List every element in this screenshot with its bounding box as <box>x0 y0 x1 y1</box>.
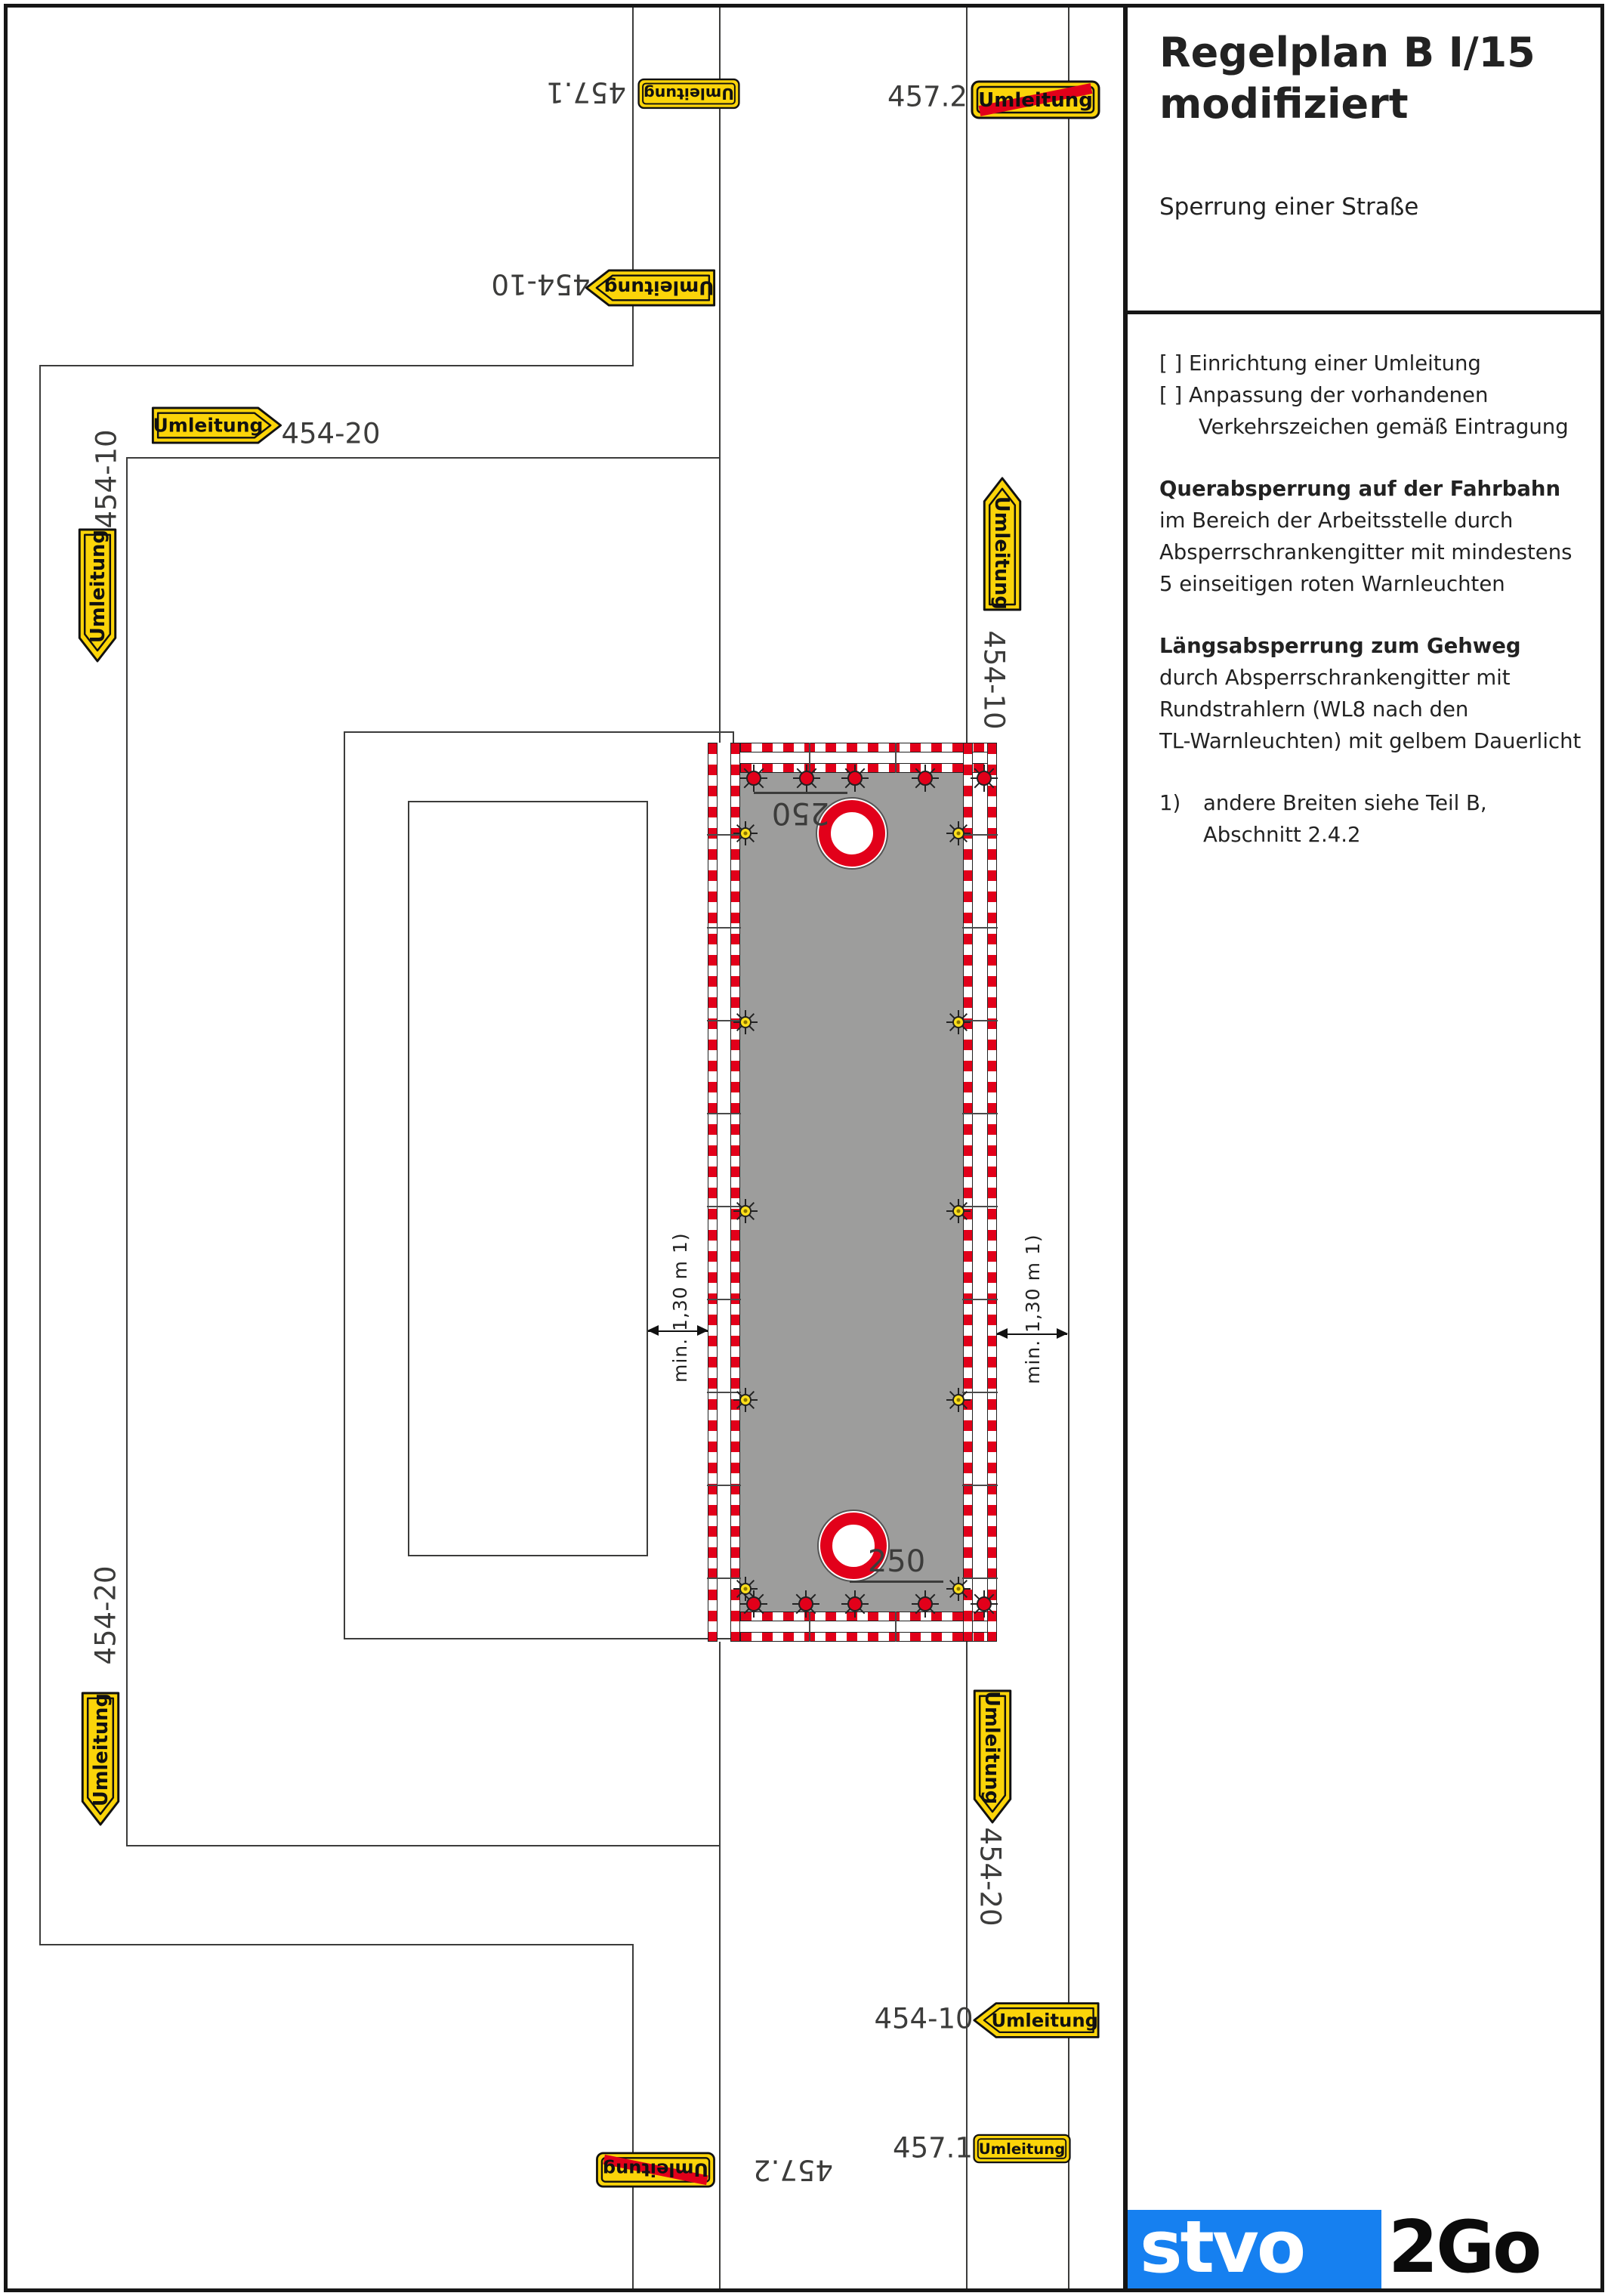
panel-body <box>1128 314 1600 851</box>
checklist-item: [ ] Einrichtung einer Umleitung <box>1159 351 1481 375</box>
page-title: Regelplan B I/15 modifiziert <box>1159 29 1535 128</box>
barrier-grid-bottom <box>740 1632 995 1642</box>
svg-text:Umleitung: Umleitung <box>602 2158 709 2180</box>
clearance-label: min. 1,30 m 1) <box>669 1232 691 1383</box>
road-edge <box>632 8 634 365</box>
warning-light-red <box>798 1596 813 1612</box>
querabsperrung-section <box>1159 473 1588 600</box>
road-edge <box>719 8 721 743</box>
barrier-joint <box>895 743 897 773</box>
warning-light-yellow <box>952 1394 964 1406</box>
warning-light-red <box>746 771 761 786</box>
warning-light-red <box>847 771 863 786</box>
footnote-text: andere Breiten siehe Teil B, <box>1203 791 1487 815</box>
no-vehicles-sign-label: 250 <box>850 1544 943 1583</box>
warning-light-red <box>799 771 814 786</box>
barrier-grid-top <box>740 763 995 773</box>
section-text: im Bereich der Arbeitsstelle durch <box>1159 508 1514 533</box>
svg-text:Umleitung: Umleitung <box>644 84 734 103</box>
sign-number-label: 454-10 <box>491 267 591 301</box>
warning-light-yellow <box>739 827 752 839</box>
warning-light-red <box>977 771 992 786</box>
road-edge <box>126 457 128 1846</box>
stvo2go-logo: stvo <box>1128 2210 1381 2288</box>
svg-text:Umleitung: Umleitung <box>603 277 714 299</box>
road-edge <box>632 1944 634 2288</box>
warning-light-yellow <box>952 1205 964 1217</box>
page-subtitle: Sperrung einer Straße <box>1159 193 1419 221</box>
sign-number-label: 457.1 <box>893 2131 973 2165</box>
sign-number-label: 454-20 <box>281 417 381 450</box>
barrier-grid-top <box>740 743 995 752</box>
stvo2go-logo-suffix: 2Go <box>1388 2206 1540 2289</box>
svg-text:Umleitung: Umleitung <box>978 89 1093 112</box>
footnote-section <box>1159 787 1588 851</box>
road-edge <box>1068 8 1069 2288</box>
road-edge <box>39 365 634 366</box>
sign-number-label: 457.2 <box>753 2153 833 2186</box>
warning-light-red <box>847 1596 863 1612</box>
detour-arrow-sign-icon <box>150 406 284 444</box>
sign-number-label: 457.1 <box>546 76 626 109</box>
detour-sign-457-1-icon <box>973 2132 1071 2165</box>
section-text: 5 einseitigen roten Warnleuchten <box>1159 572 1505 596</box>
info-panel <box>1123 8 1600 2288</box>
section-text: durch Absperrschrankengitter mit <box>1159 666 1511 690</box>
barrier-grid-right <box>963 743 973 1642</box>
svg-text:Umleitung: Umleitung <box>153 414 264 437</box>
detour-end-sign-457-2-icon <box>971 80 1100 119</box>
section-text: Absperrschrankengitter mit mindestens <box>1159 540 1573 564</box>
warning-light-yellow <box>739 1016 752 1028</box>
road-edge <box>39 1944 634 1945</box>
detour-sign-457-1-icon <box>637 77 740 110</box>
detour-arrow-sign-icon <box>973 1689 1012 1824</box>
barrier-joint <box>895 1612 897 1642</box>
title-block <box>1128 8 1600 314</box>
road-edge <box>126 457 721 459</box>
sign-number-label: 454-10 <box>90 429 123 529</box>
warning-light-red <box>918 1596 933 1612</box>
barrier-grid-left <box>708 743 718 1642</box>
building-outline <box>408 801 648 1556</box>
detour-arrow-sign-icon <box>983 477 1022 611</box>
footnote-text: Abschnitt 2.4.2 <box>1203 823 1361 847</box>
footnote-marker: 1) <box>1159 791 1181 815</box>
checklist-item-continued: Verkehrszeichen gemäß Eintragung <box>1199 415 1569 439</box>
warning-light-red <box>746 1596 761 1612</box>
checklist-item: [ ] Anpassung der vorhandenen <box>1159 383 1489 407</box>
warning-light-yellow <box>739 1394 752 1406</box>
road-edge <box>719 1642 721 2288</box>
svg-text:Umleitung: Umleitung <box>991 2009 1098 2032</box>
road-edge <box>39 365 41 1945</box>
warning-light-red <box>977 1596 992 1612</box>
barrier-joint <box>809 743 810 773</box>
barrier-joint <box>809 1612 810 1642</box>
barrier-grid-right <box>987 743 997 1642</box>
section-heading: Querabsperrung auf der Fahrbahn <box>1159 477 1561 501</box>
barrier-grid-left <box>730 743 740 1642</box>
warning-light-yellow <box>739 1205 752 1217</box>
sign-number-label: 454-10 <box>977 630 1011 730</box>
detour-arrow-sign-icon <box>81 1692 120 1826</box>
sign-number-label: 454-20 <box>89 1565 122 1665</box>
work-area <box>740 773 964 1612</box>
clearance-label: min. 1,30 m 1) <box>1022 1234 1044 1384</box>
no-vehicles-sign-label: 250 <box>754 792 847 830</box>
warning-light-yellow <box>952 1016 964 1028</box>
svg-text:Umleitung: Umleitung <box>978 2140 1066 2158</box>
barrier-grid-bottom <box>740 1612 995 1621</box>
svg-text:Umleitung: Umleitung <box>86 530 110 644</box>
sign-number-label: 457.2 <box>887 80 968 113</box>
detour-end-sign-457-2-icon <box>582 2152 730 2188</box>
sign-number-label: 454-20 <box>974 1827 1007 1927</box>
svg-text:Umleitung: Umleitung <box>89 1693 113 1807</box>
svg-text:Umleitung: Umleitung <box>980 1691 1004 1805</box>
detour-arrow-sign-icon <box>78 528 117 663</box>
section-text: TL-Warnleuchten) mit gelbem Dauerlicht <box>1159 729 1582 753</box>
section-text: Rundstrahlern (WL8 nach den <box>1159 697 1469 722</box>
detour-arrow-sign-icon <box>973 2001 1100 2040</box>
section-heading: Längsabsperrung zum Gehweg <box>1159 634 1521 658</box>
detour-arrow-sign-icon <box>583 269 718 307</box>
sign-number-label: 454-10 <box>874 2002 974 2035</box>
warning-light-red <box>918 771 933 786</box>
laengsabsperrung-section <box>1159 630 1588 757</box>
warning-light-yellow <box>952 827 964 839</box>
warning-light-yellow <box>739 1583 752 1595</box>
checklist-section <box>1159 348 1588 443</box>
road-edge <box>126 1845 721 1846</box>
svg-text:Umleitung: Umleitung <box>990 496 1014 610</box>
warning-light-yellow <box>952 1583 964 1595</box>
